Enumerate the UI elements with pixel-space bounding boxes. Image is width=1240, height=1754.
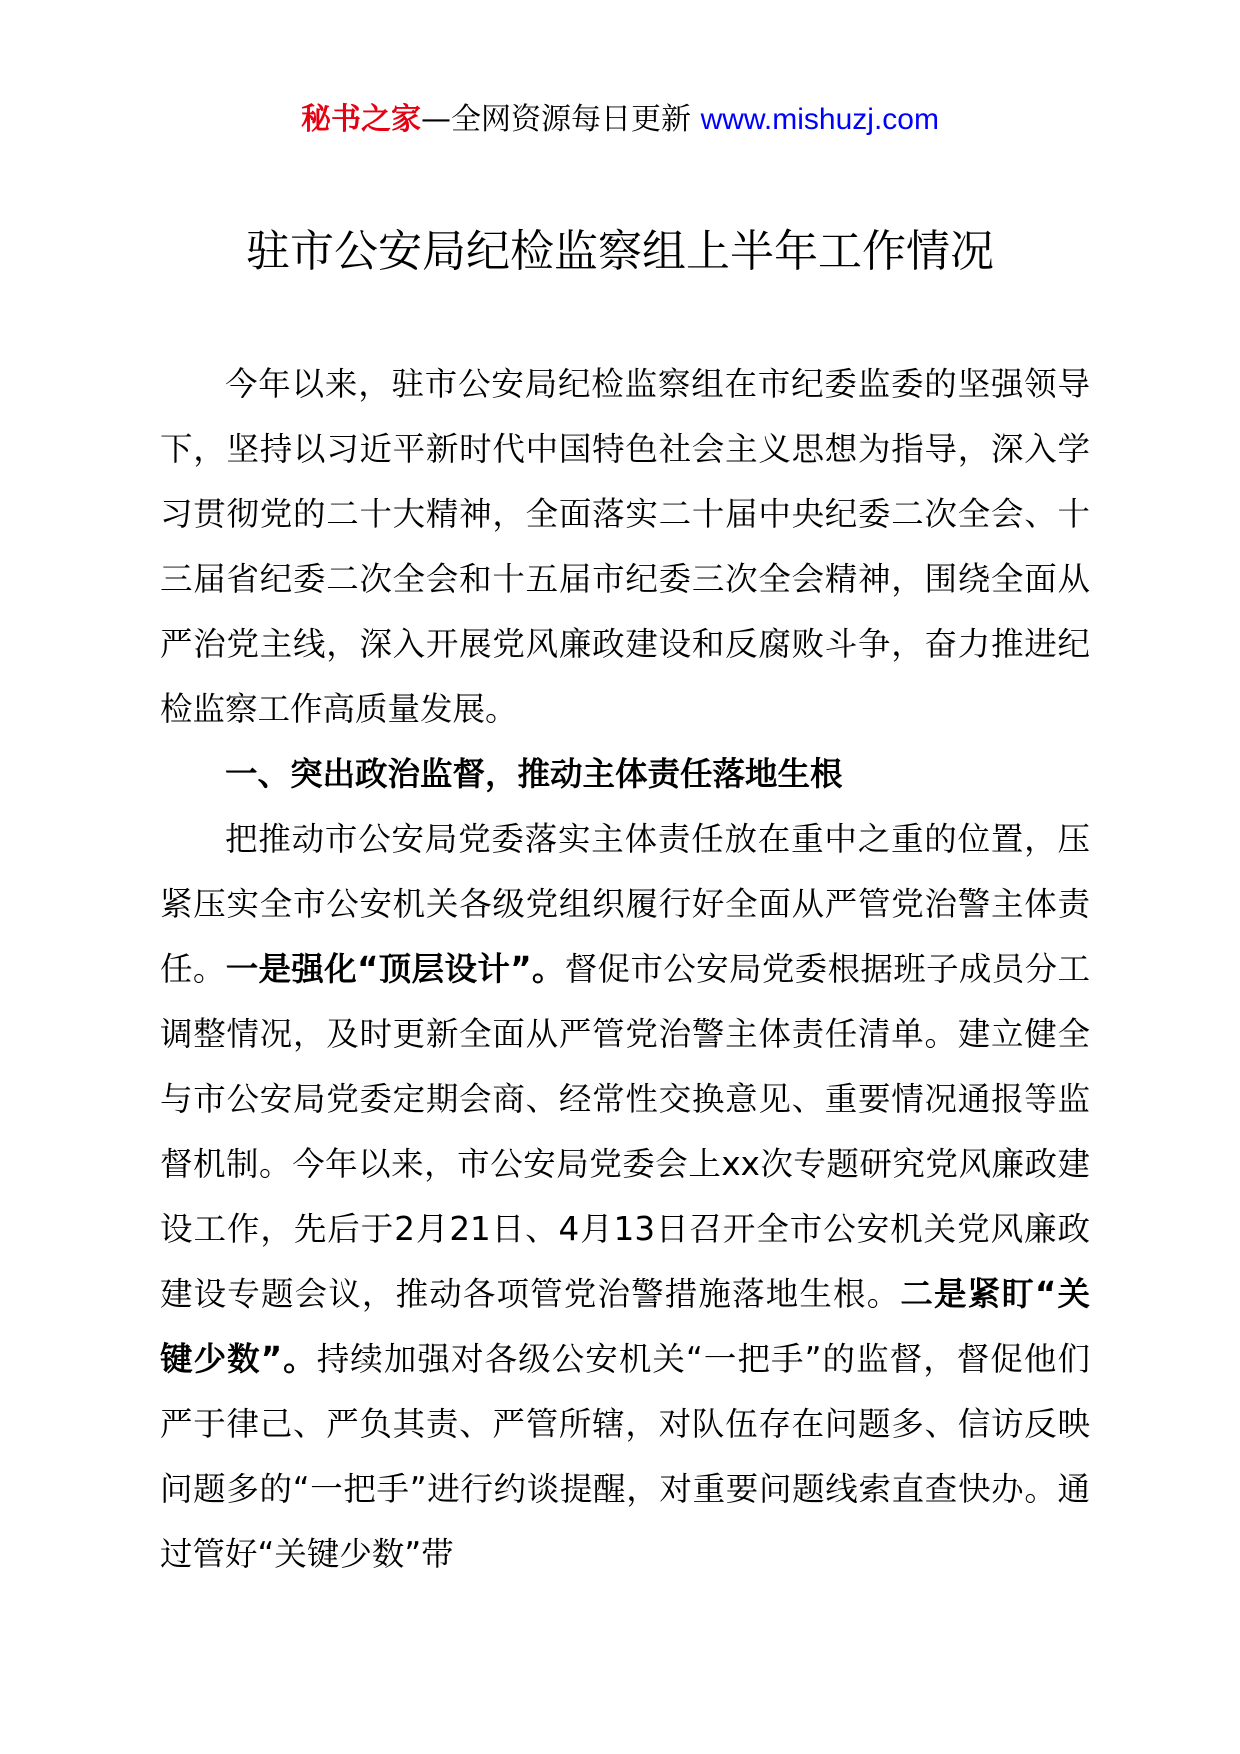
point-title-2: 二是紧盯“关键少数”。 [160,1275,1090,1378]
site-tagline: —全网资源每日更新 [421,102,701,137]
section-heading: 一、突出政治监督，推动主体责任落地生根 [225,755,843,793]
site-url-link[interactable]: www.mishuzj.com [700,103,939,136]
site-header-banner [0,100,1240,140]
point-text-1: 督促市公安局党委根据班子成员分工调整情况，及时更新全面从严管党治警主体责任清单。建立健全与市公安局党委定期会商、经常性交换意见、重要情况通报等监督机制。今年以来，市公安局党委会上xx次专题研究党风廉政建设工作，先后于2月21日、4月13日召开全市公安机关党风廉政建设专题会议，推动各项管党治警措施落地生根。 [160,950,1090,1313]
section-lead: 把推动市公安局党委落实主体责任放在重中之重的位置，压紧压实全市公安机关各级党组织履行好全面从严管党治警主体责任。 [160,820,1090,988]
section-paragraph [160,807,1090,1587]
document-body [160,352,1090,1587]
point-text-2: 持续加强对各级公安机关“一把手”的监督，督促他们严于律己、严负其责、严管所辖，对队伍存在问题多、信访反映问题多的“一把手”进行约谈提醒，对重要问题线索直查快办。通过管好“关键少数”带 [160,1340,1090,1573]
document-title: 驻市公安局纪检监察组上半年工作情况 [246,226,994,277]
site-brand: 秘书之家 [301,102,422,137]
point-title-1: 一是强化“顶层设计”。 [225,950,565,988]
intro-paragraph: 今年以来，驻市公安局纪检监察组在市纪委监委的坚强领导下，坚持以习近平新时代中国特色社会主义思想为指导，深入学习贯彻党的二十大精神，全面落实二十届中央纪委二次全会、十三届省纪委二次全会和十五届市纪委三次全会精神，围绕全面从严治党主线，深入开展党风廉政建设和反腐败斗争，奋力推进纪检监察工作高质量发展。 [160,365,1090,728]
